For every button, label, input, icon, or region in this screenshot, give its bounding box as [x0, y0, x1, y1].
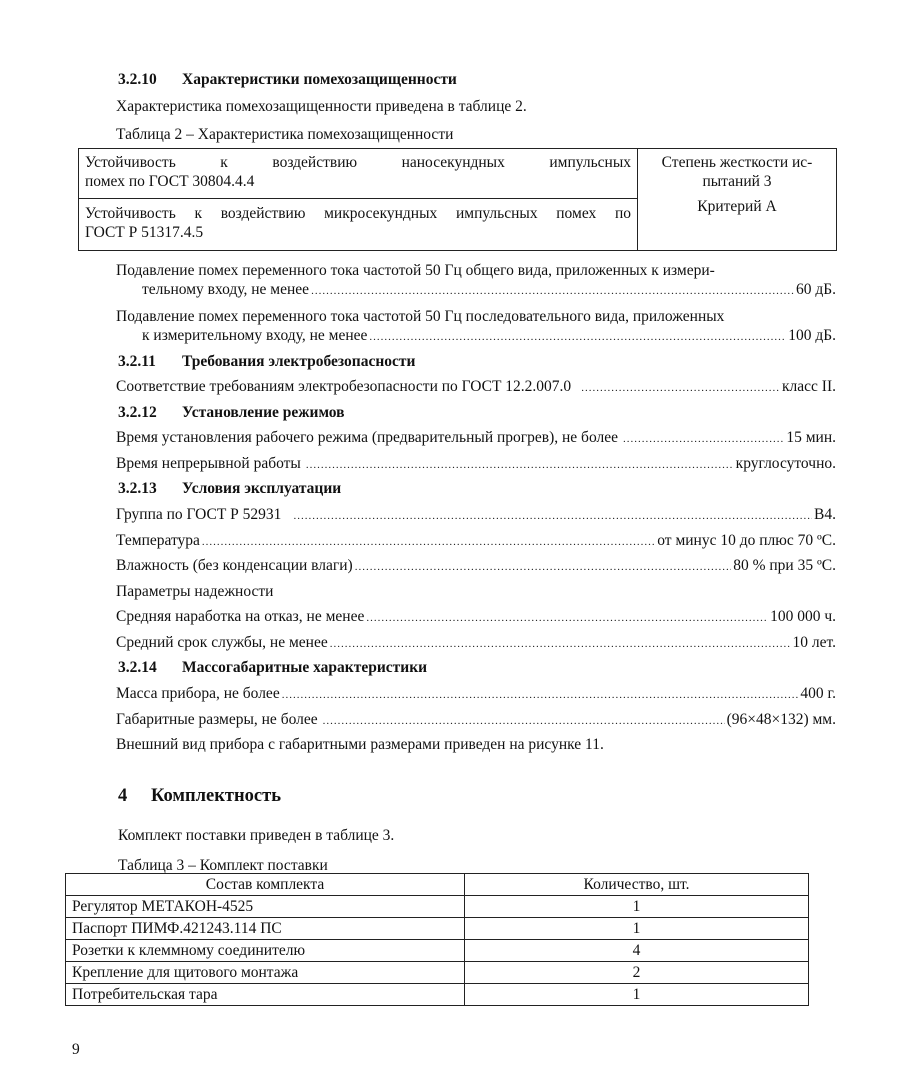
table-cell: [79, 149, 638, 199]
item-name-cell: Потребительская тара: [66, 984, 465, 1006]
section-heading-3-2-14: [118, 658, 427, 677]
delivery-set-table: [65, 873, 809, 1006]
item-quantity-cell: 1: [465, 984, 809, 1006]
table-body: [66, 896, 809, 1006]
cell-text: Критерий А: [697, 198, 777, 215]
paragraph-intro: Характеристика помехозащищенности приведена в таблице 2.: [116, 98, 527, 115]
leader-dots: [323, 710, 725, 731]
item-name-cell: Розетки к клеммному соединителю: [66, 940, 465, 962]
cell-text: Устойчивость к воздействию наносекундных импульсных: [85, 154, 631, 171]
section-title: Условия эксплуатации: [182, 480, 342, 497]
leader-dots: [623, 428, 784, 449]
spec-value: В4.: [814, 506, 836, 523]
table-caption: Таблица 3 – Комплект поставки: [118, 857, 328, 874]
section-number: 3.2.11: [118, 353, 156, 370]
spec-value: 10 лет.: [792, 634, 836, 651]
column-header: Количество, шт.: [465, 874, 809, 896]
spec-label: к измерительному входу, не менее: [142, 327, 368, 344]
spec-label: Габаритные размеры, не более: [116, 711, 318, 728]
section-number: 3.2.10: [118, 71, 157, 88]
spec-value: (96×48×132) мм.: [726, 711, 836, 728]
leader-dots: [369, 326, 786, 347]
leader-dots: [366, 607, 768, 628]
warmup-time-spec: [116, 428, 836, 449]
section-title: Требования электробезопасности: [182, 353, 416, 370]
page-number: 9: [72, 1041, 80, 1058]
leader-dots: [282, 684, 799, 705]
spec-label: Группа по ГОСТ Р 52931: [116, 506, 282, 523]
cell-text: помех по ГОСТ 30804.4.4: [85, 173, 255, 190]
leader-dots: [581, 377, 780, 398]
column-header: Состав комплекта: [66, 874, 465, 896]
section-title: Характеристики помехозащищенности: [182, 71, 457, 88]
leader-dots: [330, 633, 791, 654]
table-row: [66, 896, 809, 918]
spec-label: Температура: [116, 532, 200, 549]
chapter-heading-4: [118, 785, 281, 807]
item-quantity-cell: 4: [465, 940, 809, 962]
spec-value: 80 % при 35 ºС.: [733, 557, 836, 574]
noise-immunity-table: [78, 148, 837, 251]
section-number: 3.2.12: [118, 404, 157, 421]
spec-value: класс II.: [782, 378, 836, 395]
item-name-cell: Регулятор МЕТАКОН-4525: [66, 896, 465, 918]
table-row: [66, 962, 809, 984]
spec-label: Масса прибора, не более: [116, 685, 280, 702]
reliability-heading: Параметры надежности: [116, 583, 274, 600]
section-heading-3-2-13: [118, 479, 341, 498]
spec-value: 60 дБ.: [795, 281, 836, 298]
spec-value: от минус 10 до плюс 70 ºС.: [657, 532, 836, 549]
spec-label: тельному входу, не менее: [142, 281, 310, 298]
continuous-operation-spec: [116, 454, 836, 475]
item-quantity-cell: 2: [465, 962, 809, 984]
item-name-cell: Паспорт ПИМФ.421243.114 ПС: [66, 918, 465, 940]
table-caption: Таблица 2 – Характеристика помехозащищенности: [116, 126, 454, 143]
noise-common-mode-line1: Подавление помех переменного тока частотой 50 Гц общего вида, приложенных к измери-: [116, 262, 715, 279]
service-life-spec: [116, 633, 836, 654]
noise-normal-mode-spec: [142, 326, 836, 347]
spec-label: Время установления рабочего режима (предварительный прогрев), не более: [116, 429, 618, 446]
climate-group-spec: [116, 505, 836, 526]
chapter-title: Комплектность: [151, 786, 281, 806]
appearance-note: Внешний вид прибора с габаритными размерами приведен на рисунке 11.: [116, 736, 604, 753]
spec-value: 100 дБ.: [788, 327, 836, 344]
spec-value: 15 мин.: [786, 429, 836, 446]
spec-label: Влажность (без конденсации влаги): [116, 557, 353, 574]
spec-label: Время непрерывной работы: [116, 455, 301, 472]
item-name-cell: Крепление для щитового монтажа: [66, 962, 465, 984]
section-number: 3.2.14: [118, 659, 157, 676]
noise-normal-mode-line1: Подавление помех переменного тока частотой 50 Гц последовательного вида, приложенных: [116, 308, 725, 325]
section-number: 3.2.13: [118, 480, 157, 497]
table-cell: [638, 149, 837, 251]
table-row: [66, 940, 809, 962]
delivery-intro: Комплект поставки приведен в таблице 3.: [118, 827, 395, 844]
section-heading-3-2-10: [118, 70, 457, 89]
dimensions-spec: [116, 710, 836, 731]
spec-value: круглосуточно.: [735, 455, 836, 472]
table-cell: [79, 199, 638, 251]
cell-text: Степень жесткости ис-: [661, 154, 813, 171]
spec-label: Средний срок службы, не менее: [116, 634, 328, 651]
spec-label: Соответствие требованиям электробезопасности по ГОСТ 12.2.007.0: [116, 378, 572, 395]
chapter-number: 4: [118, 786, 128, 806]
item-quantity-cell: 1: [465, 918, 809, 940]
section-title: Массогабаритные характеристики: [182, 659, 428, 676]
spec-value: 100 000 ч.: [770, 608, 836, 625]
item-quantity-cell: 1: [465, 896, 809, 918]
humidity-spec: [116, 556, 836, 577]
cell-text: Устойчивость к воздействию микросекундных импульсных помех по: [85, 205, 631, 222]
mtbf-spec: [116, 607, 836, 628]
section-title: Установление режимов: [182, 404, 345, 421]
cell-text: пытаний 3: [702, 173, 772, 190]
table-header-row: [66, 874, 809, 896]
mass-spec: [116, 684, 836, 705]
spec-label: Средняя наработка на отказ, не менее: [116, 608, 365, 625]
spec-value: 400 г.: [800, 685, 836, 702]
section-heading-3-2-11: [118, 352, 415, 371]
leader-dots: [311, 280, 794, 301]
leader-dots: [355, 556, 732, 577]
table-row: [66, 918, 809, 940]
leader-dots: [306, 454, 734, 475]
leader-dots: [293, 505, 812, 526]
table-row: [79, 149, 837, 199]
cell-text: ГОСТ Р 51317.4.5: [85, 224, 204, 241]
section-heading-3-2-12: [118, 403, 345, 422]
temperature-spec: [116, 531, 836, 552]
leader-dots: [202, 531, 655, 552]
noise-common-mode-spec: [142, 280, 836, 301]
electrical-safety-spec: [116, 377, 836, 398]
table-row: [66, 984, 809, 1006]
